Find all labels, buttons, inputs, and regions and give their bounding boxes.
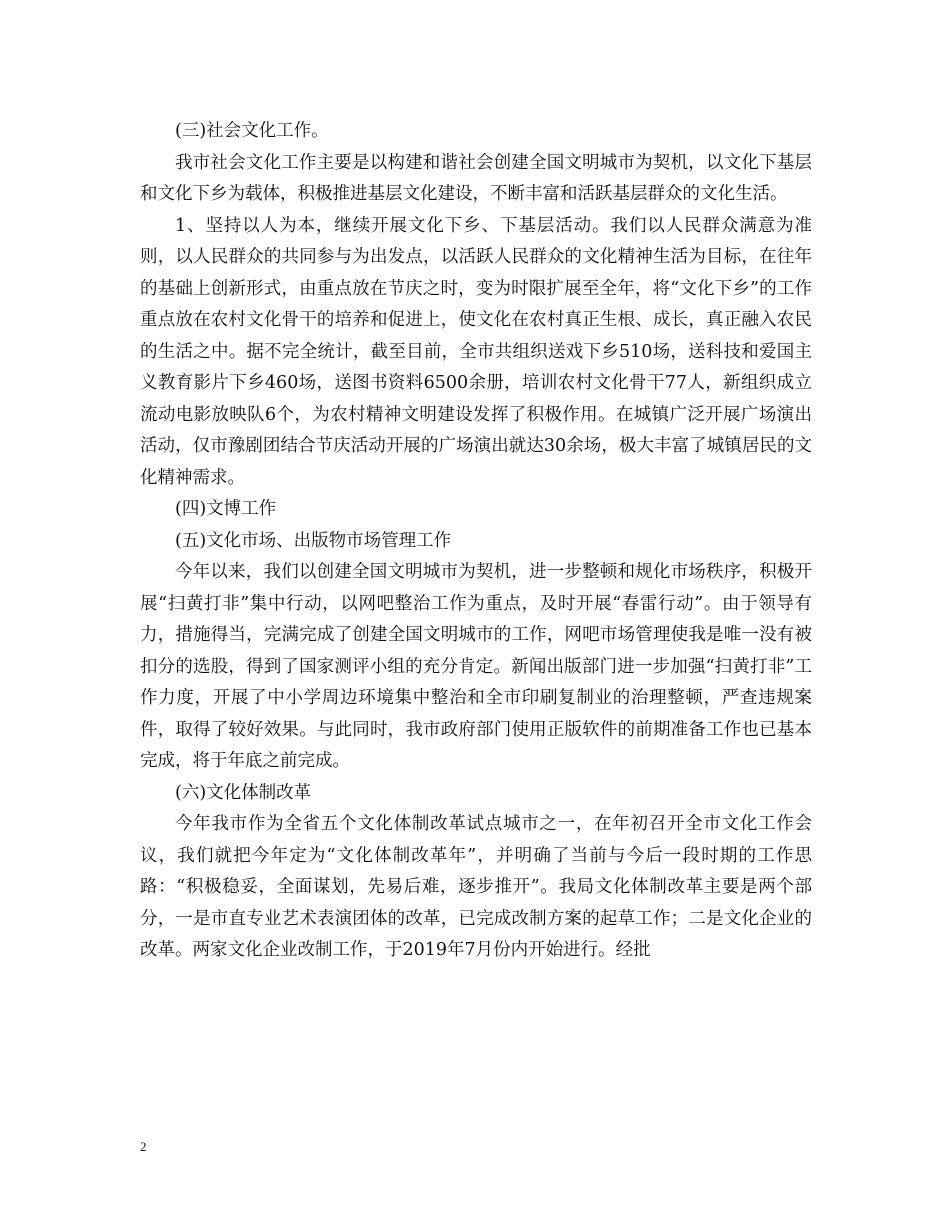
document-body (140, 116, 812, 967)
paragraph-social-culture-intro: 我市社会文化工作主要是以构建和谐社会创建全国文明城市为契机，以文化下基层和文化下乡为载体，积极推进基层文化建设，不断丰富和活跃基层群众的文化生活。 (140, 152, 812, 204)
section-heading-market-management: (五)文化市场、出版物市场管理工作 (175, 530, 452, 551)
paragraph-culture-to-countryside: 1、坚持以人为本，继续开展文化下乡、下基层活动。我们以人民群众满意为准则，以人民群众的共同参与为出发点，以活跃人民群众的文化精神生活为目标，在往年的基础上创新形式，由重点放在节庆之时，变为时限扩展至全年，将“文化下乡”的工作重点放在农村文化骨干的培养和促进上，使文化在农村真正生根、成长，真正融入农民的生活之中。据不完全统计，截至目前，全市共组织送戏下乡510场，送科技和爱国主义教育影片下乡460场，送图书资料6500余册，培训农村文化骨干77人，新组织成立流动电影放映队6个，为农村精神文明建设发挥了积极作用。在城镇广泛开展广场演出活动，仅市豫剧团结合节庆活动开展的广场演出就达30余场，极大丰富了城镇居民的文化精神需求。 (140, 215, 812, 488)
paragraph-system-reform: 今年我市作为全省五个文化体制改革试点城市之一，在年初召开全市文化工作会议，我们就把今年定为“文化体制改革年”，并明确了当前与今后一段时期的工作思路：“积极稳妥，全面谋划，先易后难，逐步推开”。我局文化体制改革主要是两个部分，一是市直专业艺术表演团体的改革，已完成改制方案的起草工作；二是文化企业的改革。两家文化企业改制工作，于2019年7月份内开始进行。经批 (140, 814, 812, 960)
page-number: 2 (140, 1139, 147, 1154)
section-heading-system-reform: (六)文化体制改革 (175, 782, 312, 803)
paragraph-market-management: 今年以来，我们以创建全国文明城市为契机，进一步整顿和规化市场秩序，积极开展“扫黄打非”集中行动，以网吧整治工作为重点，及时开展“春雷行动”。由于领导有力，措施得当，完满完成了创建全国文明城市的工作，网吧市场管理使我是唯一没有被扣分的选股，得到了国家测评小组的充分肯定。新闻出版部门进一步加强“扫黄打非”工作力度，开展了中小学周边环境集中整治和全市印刷复制业的治理整顿，严查违规案件，取得了较好效果。与此同时，我市政府部门使用正版软件的前期准备工作也已基本完成，将于年底之前完成。 (140, 562, 812, 771)
section-heading-social-culture: (三)社会文化工作。 (175, 121, 329, 141)
section-heading-museum-work: (四)文博工作 (175, 499, 277, 519)
